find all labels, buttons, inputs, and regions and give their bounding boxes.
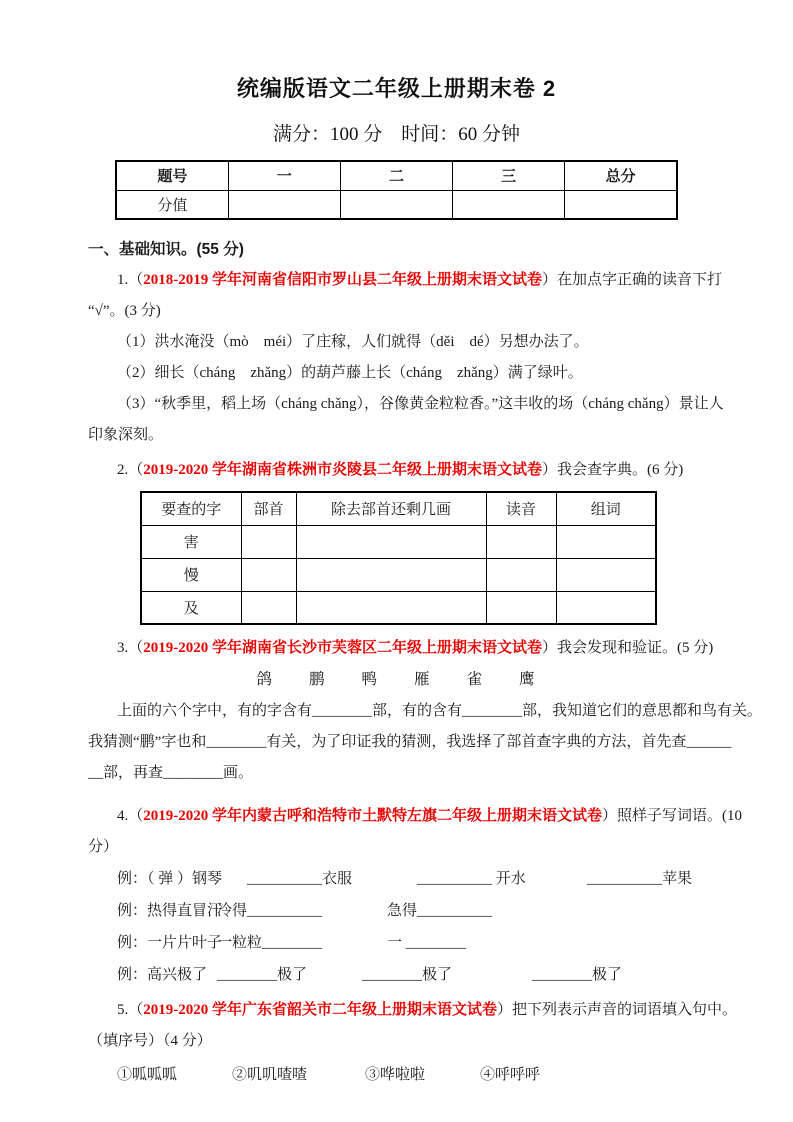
score-header-cell: 题号 [116,161,228,190]
question-2-citation: 2019-2020 学年湖南省株洲市炎陵县二年级上册期末语文试卷 [143,462,543,478]
page-content [0,72,793,1091]
example-blank: __________ 开水 [417,871,526,887]
question-3-line-3: __部，再查________画。 [88,765,254,781]
question-5-citation: 2019-2020 学年广东省韶关市二年级上册期末语文试卷 [143,1002,498,1018]
example-blank: __________苹果 [587,871,693,887]
question-4-example-4 [88,959,705,991]
question-4-example-1 [88,863,705,895]
question-4-example-3 [88,927,705,959]
score-table-value-row [116,190,677,219]
dict-header-cell: 读音 [486,492,556,525]
dictionary-table-row [141,525,656,558]
dict-answer-cell [241,525,296,558]
example-blank: 急得__________ [387,903,493,919]
question-1-item-3: （3）“秋季里，稻上场（cháng chǎng），谷像黄金粒粒香。”这丰收的场（cháng chǎng）景让人 [117,396,724,412]
question-3 [88,633,763,789]
score-header-cell: 总分 [565,161,677,190]
dict-answer-cell [486,558,556,591]
question-5-number: 5.（ [117,1002,144,1018]
question-1-citation: 2018-2019 学年河南省信阳市罗山县二年级上册期末语文试卷 [143,272,543,288]
example-blank: __________衣服 [247,871,353,887]
example-pattern: 例：（ 弹 ）钢琴 [117,871,223,887]
dict-header-cell: 组词 [556,492,656,525]
dict-character-cell: 及 [141,591,241,624]
question-5-intro-cont: （填序号）（4 分） [88,1033,212,1049]
example-blank: ________极了 [217,967,308,983]
question-1-text: ）在加点字正确的读音下打 [542,272,723,288]
exam-meta: 满分：100 分 时间：60 分钟 [272,124,520,145]
question-4-text: ）照样子写词语。(10 [602,808,743,824]
question-4-citation: 2019-2020 学年内蒙古呼和浩特市土默特左旗二年级上册期末语文试卷 [143,808,603,824]
question-5-text: ）把下列表示声音的词语填入句中。 [497,1002,738,1018]
score-header-cell: 二 [340,161,452,190]
question-1-item-3-cont: 印象深刻。 [88,427,164,443]
dict-character-cell: 害 [141,525,241,558]
question-3-number: 3.（ [117,640,144,656]
dict-answer-cell [296,525,486,558]
question-2-text: ）我会查字典。(6 分) [542,462,684,478]
example-blank: 一 ________ [387,935,466,951]
dict-answer-cell [296,591,486,624]
question-2-number: 2.（ [117,462,144,478]
score-empty-cell [228,190,340,219]
question-5 [88,995,738,1091]
question-4-example-2 [88,895,705,927]
example-blank: 冷得__________ [217,903,323,919]
question-1 [88,265,724,451]
score-header-cell: 三 [453,161,565,190]
dict-header-cell: 要查的字 [141,492,241,525]
question-3-line-1: 上面的六个字中，有的字含有________部，有的含有________部，我知道它们的意思都和鸟有关。 [117,703,763,719]
dict-answer-cell [486,591,556,624]
dictionary-table-header-row [141,492,656,525]
question-4-number: 4.（ [117,808,144,824]
question-1-item-2: （2）细长（cháng zhǎng）的葫芦藤上长（cháng zhǎng）满了绿叶。 [117,365,583,381]
dict-answer-cell [556,558,656,591]
question-1-number: 1.（ [117,272,144,288]
dict-answer-cell [241,591,296,624]
example-blank: ________极了 [362,967,453,983]
question-3-citation: 2019-2020 学年湖南省长沙市芙蓉区二年级上册期末语文试卷 [143,640,543,656]
question-2-intro [88,455,705,486]
page-title: 统编版语文二年级上册期末卷 2 [236,76,557,101]
example-pattern: 例：热得直冒汗 [117,903,223,919]
dict-answer-cell [296,558,486,591]
question-2 [88,455,705,625]
question-4 [88,801,743,991]
dictionary-table [140,491,657,625]
question-3-text: ）我会发现和验证。(5 分) [542,640,714,656]
question-4-intro [88,801,743,832]
question-1-intro-cont: “√”。(3 分) [88,303,161,319]
example-blank: ________极了 [532,967,623,983]
score-header-cell: 一 [228,161,340,190]
question-3-intro [88,633,714,664]
dict-answer-cell [486,525,556,558]
example-pattern: 例：一片片叶子 [117,935,223,951]
score-empty-cell [565,190,677,219]
dictionary-table-row [141,591,656,624]
sound-word-option: ③哗啦啦 [365,1067,426,1083]
section-1-heading: 一、基础知识。(55 分) [88,241,244,258]
question-3-character-list: 鸽 鹏 鸭 雁 雀 鹰 [256,671,537,688]
score-table-header-row [116,161,677,190]
sound-word-option: ②叽叽喳喳 [232,1067,308,1083]
score-table [115,160,678,220]
dictionary-table-row [141,558,656,591]
score-row-label: 分值 [116,190,228,219]
example-blank: 一粒粒________ [217,935,323,951]
dict-header-cell: 除去部首还剩几画 [296,492,486,525]
question-3-line-2: 我猜测“鹏”字也和________有关，为了印证我的猜测，我选择了部首查字典的方法，首先查______ [88,734,732,750]
dict-answer-cell [556,525,656,558]
sound-word-option: ①呱呱呱 [117,1067,178,1083]
question-1-item-1: （1）洪水淹没（mò méi）了庄稼，人们就得（děi dé）另想办法了。 [117,334,589,350]
dict-answer-cell [556,591,656,624]
question-1-intro [88,265,723,296]
example-pattern: 例：高兴极了 [117,967,208,983]
dict-answer-cell [241,558,296,591]
dict-character-cell: 慢 [141,558,241,591]
sound-word-option: ④呼呼呼 [480,1067,541,1083]
score-empty-cell [340,190,452,219]
score-empty-cell [453,190,565,219]
question-4-intro-cont: 分） [88,839,119,855]
question-5-options [88,1059,705,1091]
dict-header-cell: 部首 [241,492,296,525]
question-5-intro [88,995,738,1026]
